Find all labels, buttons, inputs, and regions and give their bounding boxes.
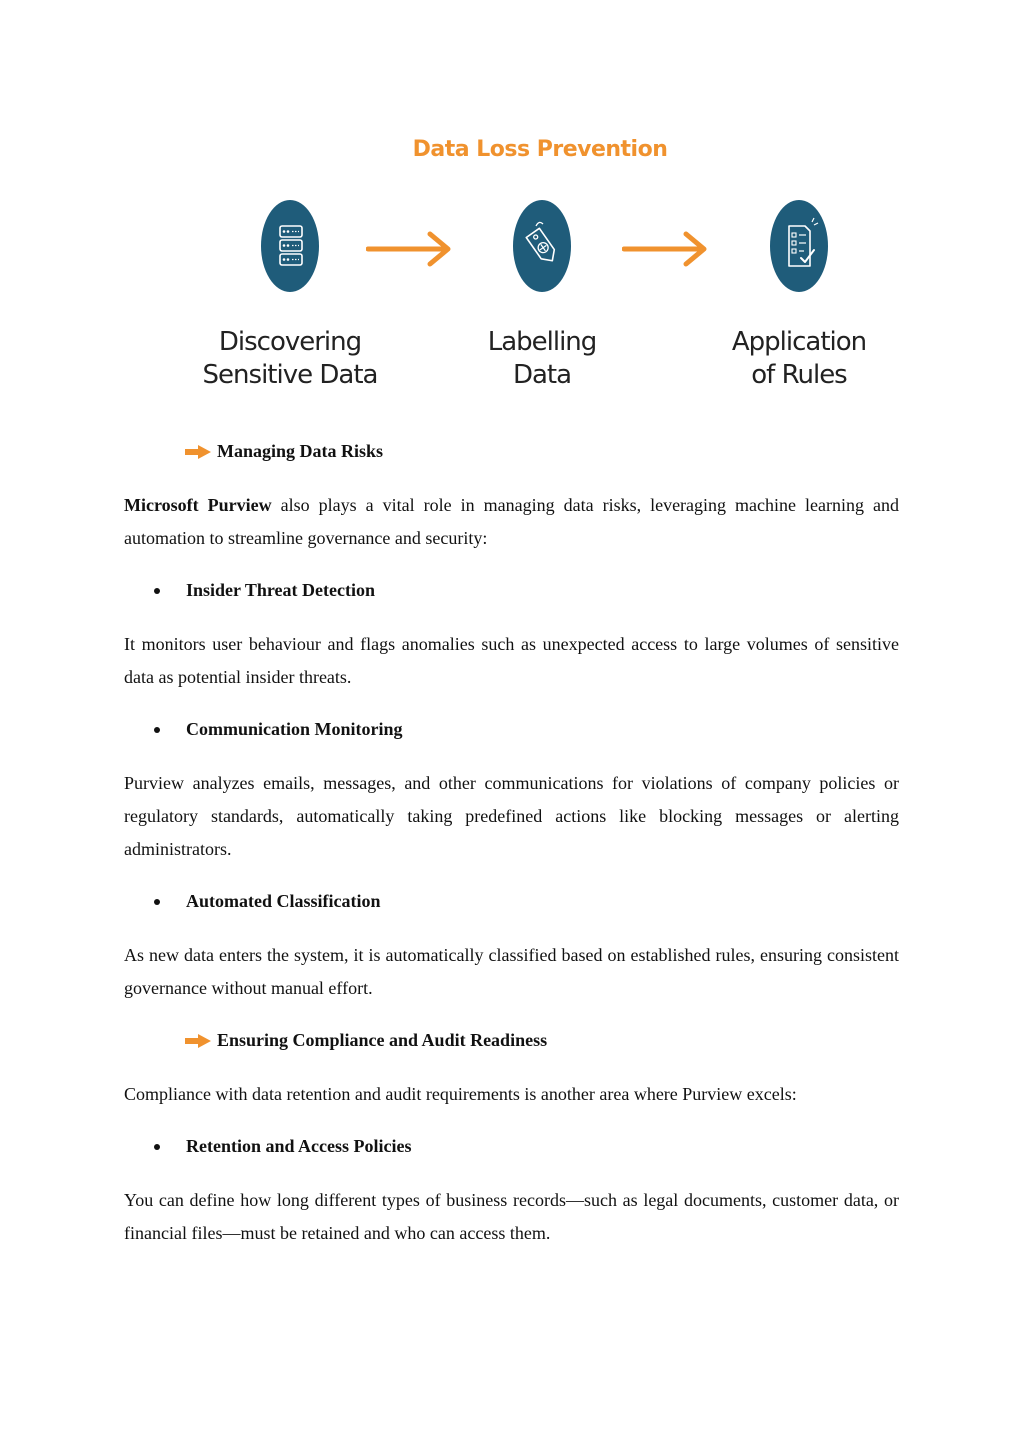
bullet-title: Insider Threat Detection bbox=[186, 580, 375, 600]
bullet-description: It monitors user behaviour and flags anomalies such as unexpected access to large volumes of sensitive data as potential insider threats. bbox=[124, 634, 899, 687]
stage-application bbox=[699, 200, 899, 392]
section-intro bbox=[124, 489, 899, 555]
stage-labelling bbox=[442, 200, 642, 392]
bullet-item bbox=[154, 719, 403, 740]
intro-bold: Microsoft Purview bbox=[124, 495, 272, 515]
diagram-title: Data Loss Prevention bbox=[412, 137, 668, 162]
section-heading bbox=[185, 441, 383, 462]
bullet-item bbox=[154, 1136, 411, 1157]
bullet-dot-icon bbox=[154, 727, 160, 733]
stage-label-line1: Labelling bbox=[487, 327, 597, 357]
bullet-item bbox=[154, 580, 375, 601]
arrow-bullet-icon bbox=[185, 1034, 211, 1048]
stage-label-line2: Sensitive Data bbox=[202, 360, 378, 390]
arrow-bullet-icon bbox=[185, 445, 211, 459]
stage-label-line2: Data bbox=[512, 360, 572, 390]
bullet-dot-icon bbox=[154, 899, 160, 905]
dlp-diagram bbox=[190, 125, 890, 405]
bullet-title: Automated Classification bbox=[186, 891, 381, 911]
bullet-dot-icon bbox=[154, 1144, 160, 1150]
section-heading-text: Ensuring Compliance and Audit Readiness bbox=[217, 1030, 548, 1050]
section-heading-text: Managing Data Risks bbox=[217, 441, 384, 461]
bullet-title: Communication Monitoring bbox=[186, 719, 403, 739]
server-icon bbox=[261, 200, 319, 292]
bullet-description: You can define how long different types of business records—such as legal documents, customer data, or financial files—must be retained and who can access them. bbox=[124, 1190, 899, 1243]
stage-discovering bbox=[190, 200, 390, 392]
stage-label-line1: Discovering bbox=[218, 327, 362, 357]
tag-icon bbox=[513, 200, 571, 292]
stage-label-line2: of Rules bbox=[751, 360, 847, 390]
checklist-icon bbox=[770, 200, 828, 292]
bullet-description: As new data enters the system, it is automatically classified based on established rules, ensuring consistent governance without manual effort. bbox=[124, 945, 899, 998]
bullet-title: Retention and Access Policies bbox=[186, 1136, 412, 1156]
bullet-dot-icon bbox=[154, 588, 160, 594]
bullet-item bbox=[154, 891, 381, 912]
section-intro: Compliance with data retention and audit requirements is another area where Purview excels: bbox=[124, 1084, 797, 1104]
intro-text: also plays a vital role in managing data risks, leveraging machine learning and automation to streamline governance and security: bbox=[124, 495, 899, 548]
section-heading bbox=[185, 1030, 547, 1051]
bullet-description: Purview analyzes emails, messages, and other communications for violations of company policies or regulatory standards, automatically taking predefined actions like blocking messages or alerting administrators. bbox=[124, 773, 899, 859]
stage-label-line1: Application bbox=[731, 327, 867, 357]
